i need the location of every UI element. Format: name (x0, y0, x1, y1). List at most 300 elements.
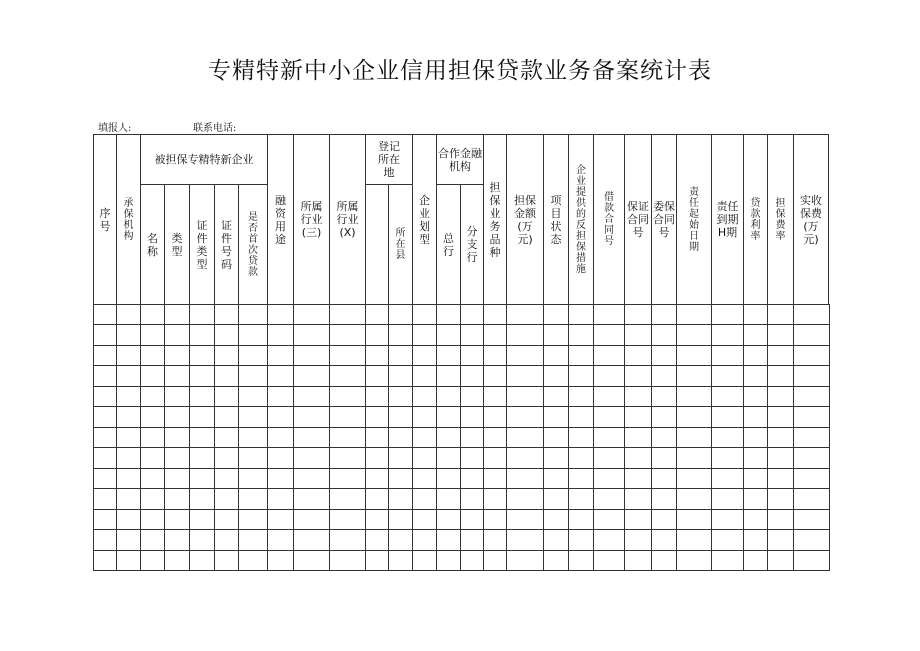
table-cell[interactable] (365, 529, 389, 551)
table-cell[interactable] (267, 509, 294, 530)
table-cell[interactable] (651, 529, 677, 551)
table-cell[interactable] (412, 406, 437, 428)
table-cell[interactable] (293, 304, 330, 325)
table-cell[interactable] (793, 488, 830, 510)
table-cell[interactable] (365, 345, 389, 366)
table-cell[interactable] (743, 427, 768, 448)
table-cell[interactable] (412, 365, 437, 387)
table-cell[interactable] (238, 529, 268, 551)
table-cell[interactable] (214, 550, 239, 571)
table-cell[interactable] (460, 345, 484, 366)
table-cell[interactable] (412, 509, 437, 530)
table-cell[interactable] (711, 427, 744, 448)
table-cell[interactable] (214, 529, 239, 551)
table-cell[interactable] (93, 365, 117, 387)
table-cell[interactable] (483, 386, 507, 407)
table-cell[interactable] (140, 550, 165, 571)
table-cell[interactable] (164, 488, 190, 510)
table-cell[interactable] (543, 304, 569, 325)
table-cell[interactable] (624, 324, 652, 346)
table-cell[interactable] (460, 447, 484, 469)
table-cell[interactable] (743, 447, 768, 469)
table-cell[interactable] (93, 488, 117, 510)
table-cell[interactable] (711, 345, 744, 366)
table-cell[interactable] (711, 488, 744, 510)
table-cell[interactable] (267, 427, 294, 448)
table-cell[interactable] (164, 324, 190, 346)
table-cell[interactable] (483, 529, 507, 551)
table-cell[interactable] (189, 406, 215, 428)
table-cell[interactable] (506, 509, 544, 530)
table-cell[interactable] (711, 304, 744, 325)
table-cell[interactable] (793, 529, 830, 551)
table-cell[interactable] (676, 427, 712, 448)
table-cell[interactable] (593, 324, 625, 346)
table-cell[interactable] (238, 304, 268, 325)
table-cell[interactable] (93, 406, 117, 428)
table-cell[interactable] (483, 304, 507, 325)
table-cell[interactable] (743, 468, 768, 489)
table-cell[interactable] (711, 365, 744, 387)
table-cell[interactable] (593, 345, 625, 366)
table-cell[interactable] (651, 345, 677, 366)
table-cell[interactable] (743, 529, 768, 551)
table-cell[interactable] (116, 386, 141, 407)
table-cell[interactable] (267, 304, 294, 325)
table-cell[interactable] (483, 488, 507, 510)
table-cell[interactable] (624, 365, 652, 387)
table-cell[interactable] (506, 427, 544, 448)
table-cell[interactable] (506, 550, 544, 571)
table-cell[interactable] (676, 386, 712, 407)
table-cell[interactable] (388, 324, 413, 346)
table-cell[interactable] (568, 345, 594, 366)
table-cell[interactable] (388, 386, 413, 407)
table-cell[interactable] (460, 468, 484, 489)
table-cell[interactable] (93, 550, 117, 571)
table-cell[interactable] (214, 427, 239, 448)
table-cell[interactable] (140, 488, 165, 510)
table-cell[interactable] (365, 509, 389, 530)
table-cell[interactable] (140, 468, 165, 489)
table-cell[interactable] (568, 386, 594, 407)
table-cell[interactable] (543, 386, 569, 407)
table-cell[interactable] (743, 550, 768, 571)
table-cell[interactable] (267, 406, 294, 428)
table-cell[interactable] (267, 468, 294, 489)
table-cell[interactable] (436, 488, 461, 510)
table-cell[interactable] (267, 324, 294, 346)
table-cell[interactable] (238, 488, 268, 510)
table-cell[interactable] (436, 447, 461, 469)
table-cell[interactable] (293, 550, 330, 571)
table-cell[interactable] (164, 550, 190, 571)
table-cell[interactable] (140, 509, 165, 530)
table-cell[interactable] (189, 447, 215, 469)
table-cell[interactable] (793, 468, 830, 489)
table-cell[interactable] (164, 427, 190, 448)
table-cell[interactable] (711, 529, 744, 551)
table-cell[interactable] (483, 550, 507, 571)
table-cell[interactable] (140, 386, 165, 407)
table-cell[interactable] (329, 550, 366, 571)
table-cell[interactable] (568, 427, 594, 448)
table-cell[interactable] (189, 386, 215, 407)
table-cell[interactable] (568, 447, 594, 469)
table-cell[interactable] (214, 509, 239, 530)
table-cell[interactable] (436, 509, 461, 530)
table-cell[interactable] (436, 386, 461, 407)
table-cell[interactable] (329, 427, 366, 448)
table-cell[interactable] (365, 304, 389, 325)
table-cell[interactable] (483, 365, 507, 387)
table-cell[interactable] (329, 345, 366, 366)
table-cell[interactable] (593, 427, 625, 448)
table-cell[interactable] (651, 427, 677, 448)
table-cell[interactable] (460, 365, 484, 387)
table-cell[interactable] (624, 427, 652, 448)
table-cell[interactable] (506, 386, 544, 407)
table-cell[interactable] (267, 488, 294, 510)
table-cell[interactable] (460, 550, 484, 571)
table-cell[interactable] (568, 529, 594, 551)
table-cell[interactable] (164, 406, 190, 428)
table-cell[interactable] (293, 365, 330, 387)
table-cell[interactable] (267, 365, 294, 387)
table-cell[interactable] (593, 304, 625, 325)
table-cell[interactable] (140, 304, 165, 325)
table-cell[interactable] (436, 406, 461, 428)
table-cell[interactable] (543, 406, 569, 428)
table-cell[interactable] (214, 488, 239, 510)
table-cell[interactable] (189, 324, 215, 346)
table-cell[interactable] (365, 406, 389, 428)
table-cell[interactable] (793, 550, 830, 571)
table-cell[interactable] (793, 304, 830, 325)
table-cell[interactable] (711, 406, 744, 428)
table-cell[interactable] (793, 447, 830, 469)
table-cell[interactable] (460, 324, 484, 346)
table-cell[interactable] (767, 365, 794, 387)
table-cell[interactable] (651, 304, 677, 325)
table-cell[interactable] (543, 468, 569, 489)
table-cell[interactable] (793, 345, 830, 366)
table-cell[interactable] (711, 324, 744, 346)
table-cell[interactable] (543, 488, 569, 510)
table-cell[interactable] (651, 488, 677, 510)
table-cell[interactable] (793, 406, 830, 428)
table-cell[interactable] (388, 447, 413, 469)
table-cell[interactable] (743, 324, 768, 346)
table-cell[interactable] (140, 324, 165, 346)
table-cell[interactable] (116, 345, 141, 366)
table-cell[interactable] (93, 468, 117, 489)
table-cell[interactable] (483, 427, 507, 448)
table-cell[interactable] (711, 468, 744, 489)
table-cell[interactable] (238, 447, 268, 469)
table-cell[interactable] (189, 550, 215, 571)
table-cell[interactable] (743, 345, 768, 366)
table-cell[interactable] (506, 406, 544, 428)
table-cell[interactable] (624, 304, 652, 325)
table-cell[interactable] (651, 365, 677, 387)
table-cell[interactable] (93, 427, 117, 448)
table-cell[interactable] (676, 365, 712, 387)
table-cell[interactable] (293, 406, 330, 428)
table-cell[interactable] (676, 447, 712, 469)
table-cell[interactable] (116, 427, 141, 448)
table-cell[interactable] (593, 488, 625, 510)
table-cell[interactable] (267, 529, 294, 551)
table-cell[interactable] (767, 529, 794, 551)
table-cell[interactable] (388, 406, 413, 428)
table-cell[interactable] (651, 406, 677, 428)
table-cell[interactable] (743, 304, 768, 325)
table-cell[interactable] (624, 550, 652, 571)
table-cell[interactable] (506, 468, 544, 489)
table-cell[interactable] (365, 427, 389, 448)
table-cell[interactable] (676, 345, 712, 366)
table-cell[interactable] (767, 447, 794, 469)
table-cell[interactable] (568, 488, 594, 510)
table-cell[interactable] (214, 365, 239, 387)
table-cell[interactable] (214, 386, 239, 407)
table-cell[interactable] (793, 427, 830, 448)
table-cell[interactable] (412, 488, 437, 510)
table-cell[interactable] (412, 304, 437, 325)
table-cell[interactable] (460, 427, 484, 448)
table-cell[interactable] (676, 509, 712, 530)
table-cell[interactable] (651, 550, 677, 571)
table-cell[interactable] (293, 509, 330, 530)
table-cell[interactable] (651, 447, 677, 469)
table-cell[interactable] (483, 345, 507, 366)
table-cell[interactable] (140, 427, 165, 448)
table-cell[interactable] (388, 488, 413, 510)
table-cell[interactable] (365, 488, 389, 510)
table-cell[interactable] (793, 324, 830, 346)
table-cell[interactable] (460, 509, 484, 530)
table-cell[interactable] (329, 488, 366, 510)
table-cell[interactable] (388, 345, 413, 366)
table-cell[interactable] (267, 345, 294, 366)
table-cell[interactable] (568, 324, 594, 346)
table-cell[interactable] (651, 468, 677, 489)
table-cell[interactable] (93, 304, 117, 325)
table-cell[interactable] (164, 529, 190, 551)
table-cell[interactable] (506, 365, 544, 387)
table-cell[interactable] (238, 386, 268, 407)
table-cell[interactable] (676, 324, 712, 346)
table-cell[interactable] (388, 550, 413, 571)
table-cell[interactable] (767, 324, 794, 346)
table-cell[interactable] (214, 406, 239, 428)
table-cell[interactable] (238, 406, 268, 428)
table-cell[interactable] (676, 529, 712, 551)
table-cell[interactable] (767, 550, 794, 571)
table-cell[interactable] (676, 304, 712, 325)
table-cell[interactable] (93, 529, 117, 551)
table-cell[interactable] (214, 324, 239, 346)
table-cell[interactable] (214, 345, 239, 366)
table-cell[interactable] (93, 386, 117, 407)
table-cell[interactable] (460, 386, 484, 407)
table-cell[interactable] (93, 324, 117, 346)
table-cell[interactable] (767, 386, 794, 407)
table-cell[interactable] (676, 488, 712, 510)
table-cell[interactable] (624, 468, 652, 489)
table-cell[interactable] (743, 365, 768, 387)
table-cell[interactable] (267, 550, 294, 571)
table-cell[interactable] (267, 386, 294, 407)
table-cell[interactable] (743, 488, 768, 510)
table-cell[interactable] (568, 304, 594, 325)
table-cell[interactable] (460, 304, 484, 325)
table-cell[interactable] (651, 324, 677, 346)
table-cell[interactable] (593, 406, 625, 428)
table-cell[interactable] (388, 365, 413, 387)
table-cell[interactable] (365, 447, 389, 469)
table-cell[interactable] (412, 468, 437, 489)
table-cell[interactable] (189, 468, 215, 489)
table-cell[interactable] (793, 365, 830, 387)
table-cell[interactable] (436, 365, 461, 387)
table-cell[interactable] (189, 488, 215, 510)
table-cell[interactable] (189, 345, 215, 366)
table-cell[interactable] (767, 345, 794, 366)
table-cell[interactable] (651, 386, 677, 407)
table-cell[interactable] (568, 509, 594, 530)
table-cell[interactable] (329, 406, 366, 428)
table-cell[interactable] (412, 345, 437, 366)
table-cell[interactable] (93, 509, 117, 530)
table-cell[interactable] (189, 427, 215, 448)
table-cell[interactable] (238, 324, 268, 346)
table-cell[interactable] (543, 324, 569, 346)
table-cell[interactable] (624, 406, 652, 428)
table-cell[interactable] (743, 509, 768, 530)
table-cell[interactable] (140, 345, 165, 366)
table-cell[interactable] (293, 324, 330, 346)
table-cell[interactable] (767, 509, 794, 530)
table-cell[interactable] (436, 304, 461, 325)
table-cell[interactable] (189, 529, 215, 551)
table-cell[interactable] (164, 468, 190, 489)
table-cell[interactable] (214, 468, 239, 489)
table-cell[interactable] (568, 550, 594, 571)
table-cell[interactable] (116, 529, 141, 551)
table-cell[interactable] (140, 365, 165, 387)
table-cell[interactable] (568, 468, 594, 489)
table-cell[interactable] (568, 406, 594, 428)
table-cell[interactable] (711, 386, 744, 407)
table-cell[interactable] (293, 447, 330, 469)
table-cell[interactable] (116, 509, 141, 530)
table-cell[interactable] (676, 550, 712, 571)
table-cell[interactable] (238, 365, 268, 387)
table-cell[interactable] (388, 468, 413, 489)
table-cell[interactable] (189, 509, 215, 530)
table-cell[interactable] (593, 365, 625, 387)
table-cell[interactable] (624, 345, 652, 366)
table-cell[interactable] (293, 427, 330, 448)
table-cell[interactable] (365, 365, 389, 387)
table-cell[interactable] (593, 447, 625, 469)
table-cell[interactable] (568, 365, 594, 387)
table-cell[interactable] (624, 529, 652, 551)
table-cell[interactable] (164, 345, 190, 366)
table-cell[interactable] (436, 324, 461, 346)
table-cell[interactable] (365, 468, 389, 489)
table-cell[interactable] (116, 468, 141, 489)
table-cell[interactable] (388, 509, 413, 530)
table-cell[interactable] (767, 304, 794, 325)
table-cell[interactable] (189, 365, 215, 387)
table-cell[interactable] (238, 550, 268, 571)
table-cell[interactable] (506, 488, 544, 510)
table-cell[interactable] (116, 550, 141, 571)
table-cell[interactable] (93, 345, 117, 366)
table-cell[interactable] (293, 345, 330, 366)
table-cell[interactable] (267, 447, 294, 469)
table-cell[interactable] (388, 427, 413, 448)
table-cell[interactable] (293, 386, 330, 407)
table-cell[interactable] (329, 529, 366, 551)
table-cell[interactable] (483, 468, 507, 489)
table-cell[interactable] (543, 365, 569, 387)
table-cell[interactable] (140, 447, 165, 469)
table-cell[interactable] (793, 509, 830, 530)
table-cell[interactable] (483, 406, 507, 428)
table-cell[interactable] (412, 529, 437, 551)
table-cell[interactable] (329, 324, 366, 346)
table-cell[interactable] (436, 529, 461, 551)
table-cell[interactable] (711, 550, 744, 571)
table-cell[interactable] (293, 529, 330, 551)
table-cell[interactable] (164, 304, 190, 325)
table-cell[interactable] (543, 509, 569, 530)
table-cell[interactable] (711, 509, 744, 530)
table-cell[interactable] (164, 509, 190, 530)
table-cell[interactable] (506, 345, 544, 366)
table-cell[interactable] (412, 447, 437, 469)
table-cell[interactable] (365, 386, 389, 407)
table-cell[interactable] (743, 386, 768, 407)
table-cell[interactable] (329, 468, 366, 489)
table-cell[interactable] (238, 427, 268, 448)
table-cell[interactable] (329, 386, 366, 407)
table-cell[interactable] (543, 529, 569, 551)
table-cell[interactable] (506, 324, 544, 346)
table-cell[interactable] (593, 550, 625, 571)
table-cell[interactable] (460, 488, 484, 510)
table-cell[interactable] (329, 365, 366, 387)
table-cell[interactable] (436, 468, 461, 489)
table-cell[interactable] (593, 509, 625, 530)
table-cell[interactable] (436, 427, 461, 448)
table-cell[interactable] (624, 386, 652, 407)
table-cell[interactable] (767, 406, 794, 428)
table-cell[interactable] (593, 468, 625, 489)
table-cell[interactable] (365, 550, 389, 571)
table-cell[interactable] (412, 427, 437, 448)
table-cell[interactable] (329, 304, 366, 325)
table-cell[interactable] (543, 447, 569, 469)
table-cell[interactable] (460, 529, 484, 551)
table-cell[interactable] (238, 345, 268, 366)
table-cell[interactable] (676, 406, 712, 428)
table-cell[interactable] (116, 447, 141, 469)
